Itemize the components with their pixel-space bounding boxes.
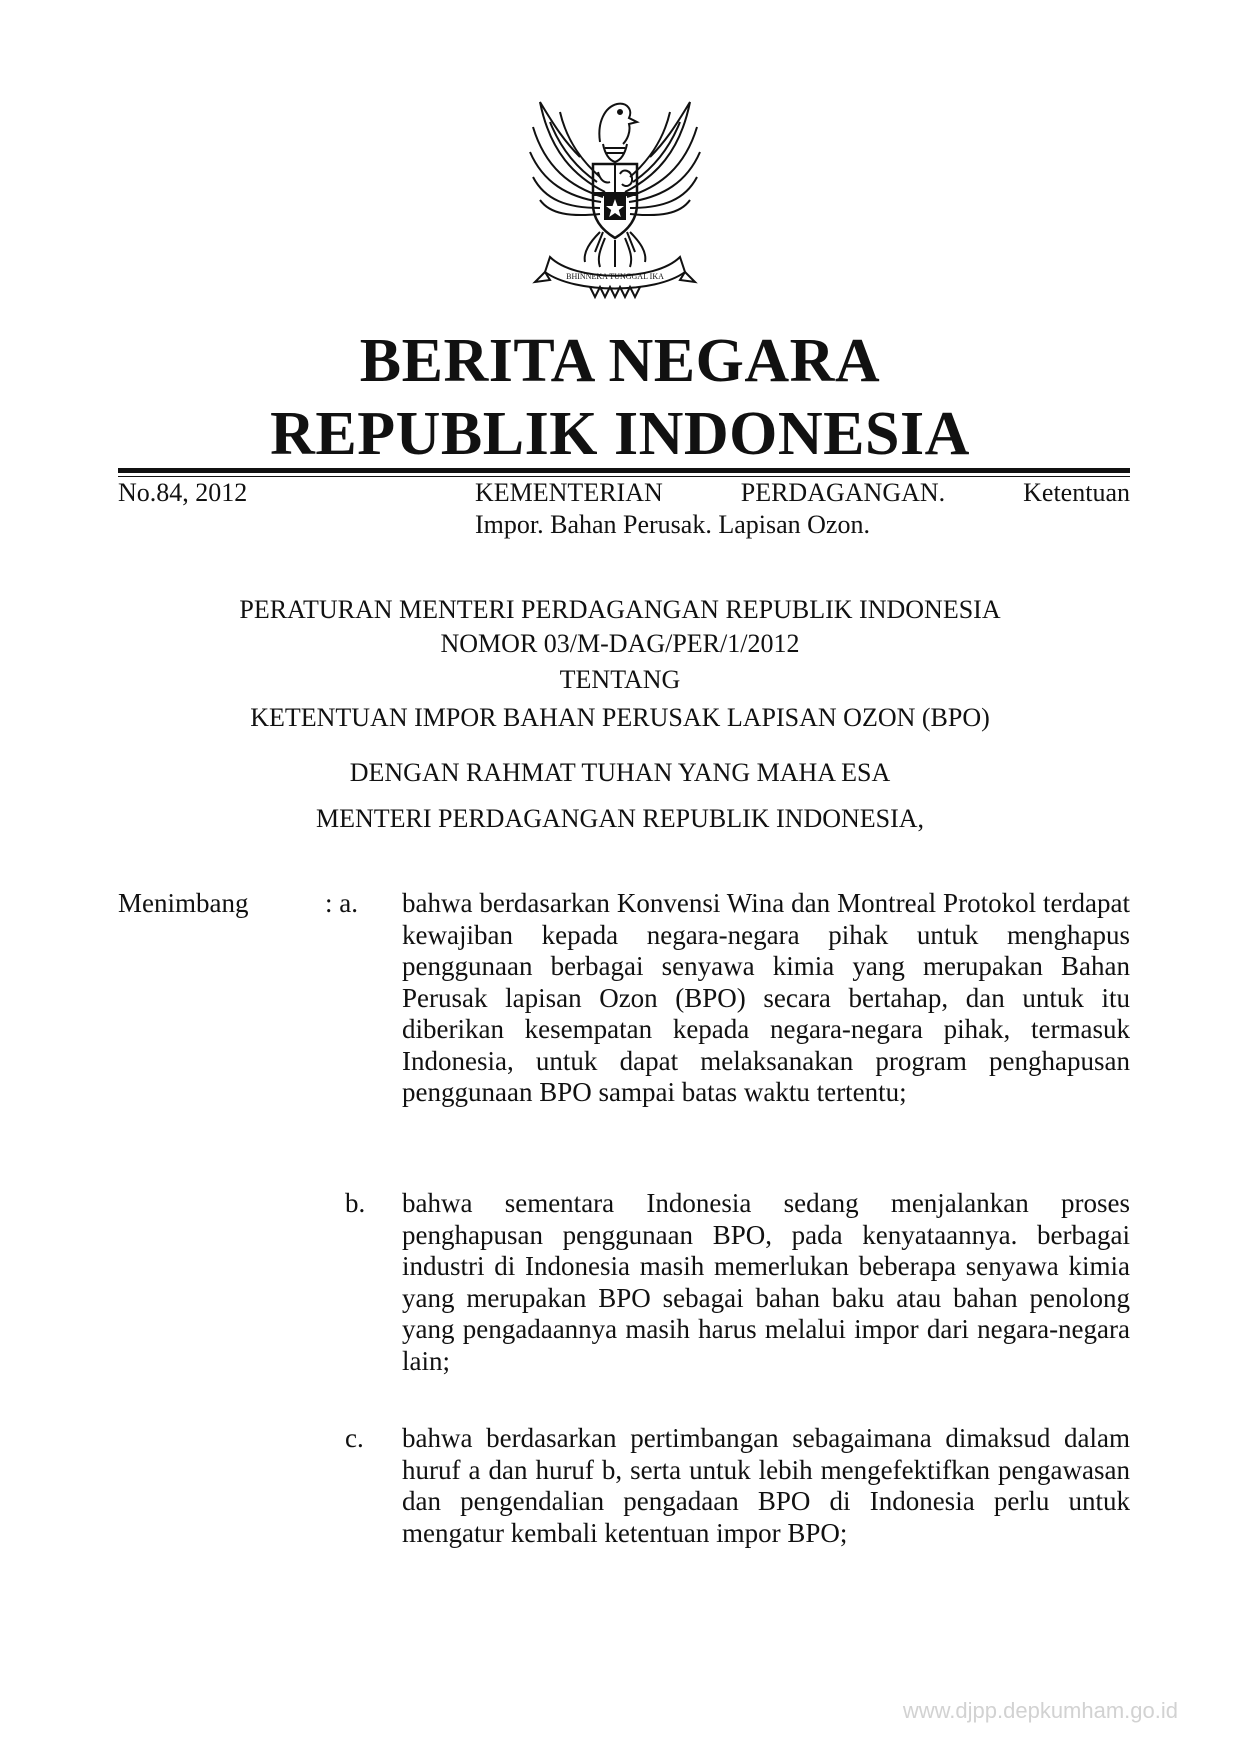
menimbang-item-c: bahwa berdasarkan pertimbangan sebagaimana dimaksud dalam huruf a dan huruf b, serta untuk lebih mengefektifkan pengawasan dan pengendalian pengadaan BPO di Indonesia perlu untuk mengatur kembali ketentuan impor BPO; (402, 1423, 1130, 1548)
item-marker-c: c. (345, 1423, 364, 1453)
regulation-tentang: TENTANG (559, 665, 681, 694)
invocation: DENGAN RAHMAT TUHAN YANG MAHA ESA (349, 758, 891, 787)
issue-number: No.84, 2012 (118, 478, 248, 507)
menimbang-item-b: bahwa sementara Indonesia sedang menjalankan proses penghapusan penggunaan BPO, pada kenyataannya. berbagai industri di Indonesia masih memerlukan beberapa senyawa kimia yang merupakan BPO sebagai bahan baku atau bahan penolong yang pengadaannya masih harus melalui impor dari negara-negara lain; (402, 1188, 1130, 1376)
menimbang-label: Menimbang (118, 888, 249, 918)
watermark: www.djpp.depkumham.go.id (902, 1698, 1178, 1723)
emblem-motto: BHINNEKA TUNGGAL IKA (566, 272, 664, 281)
item-marker-a: : a. (325, 888, 358, 918)
menimbang-item-a: bahwa berdasarkan Konvensi Wina dan Montreal Protokol terdapat kewajiban kepada negara-negara pihak untuk menghapus penggunaan berbagai senyawa kimia yang merupakan Bahan Perusak lapisan Ozon (BPO) secara bertahap, dan untuk itu diberikan kesempatan kepada negara-negara pihak, termasuk Indonesia, untuk dapat melaksanakan program penghapusan penggunaan BPO sampai batas waktu tertentu; (402, 888, 1130, 1107)
ministry-subject (475, 477, 1130, 541)
ministry-subject-line2: Impor. Bahan Perusak. Lapisan Ozon. (475, 510, 870, 539)
header-divider-thick (118, 468, 1130, 473)
ministry-subject-line1: KEMENTERIAN PERDAGANGAN. Ketentuan (475, 478, 1130, 507)
garuda-emblem-icon (505, 82, 725, 302)
regulation-number: NOMOR 03/M-DAG/PER/1/2012 (440, 629, 800, 658)
regulation-subject: KETENTUAN IMPOR BAHAN PERUSAK LAPISAN OZON (BPO) (250, 703, 990, 732)
gazette-title-line1: BERITA NEGARA (359, 327, 881, 395)
regulation-title: PERATURAN MENTERI PERDAGANGAN REPUBLIK INDONESIA (239, 595, 1001, 624)
minister-heading: MENTERI PERDAGANGAN REPUBLIK INDONESIA, (315, 804, 925, 833)
gazette-title-line2: REPUBLIK INDONESIA (270, 400, 970, 468)
item-marker-b: b. (345, 1188, 366, 1218)
